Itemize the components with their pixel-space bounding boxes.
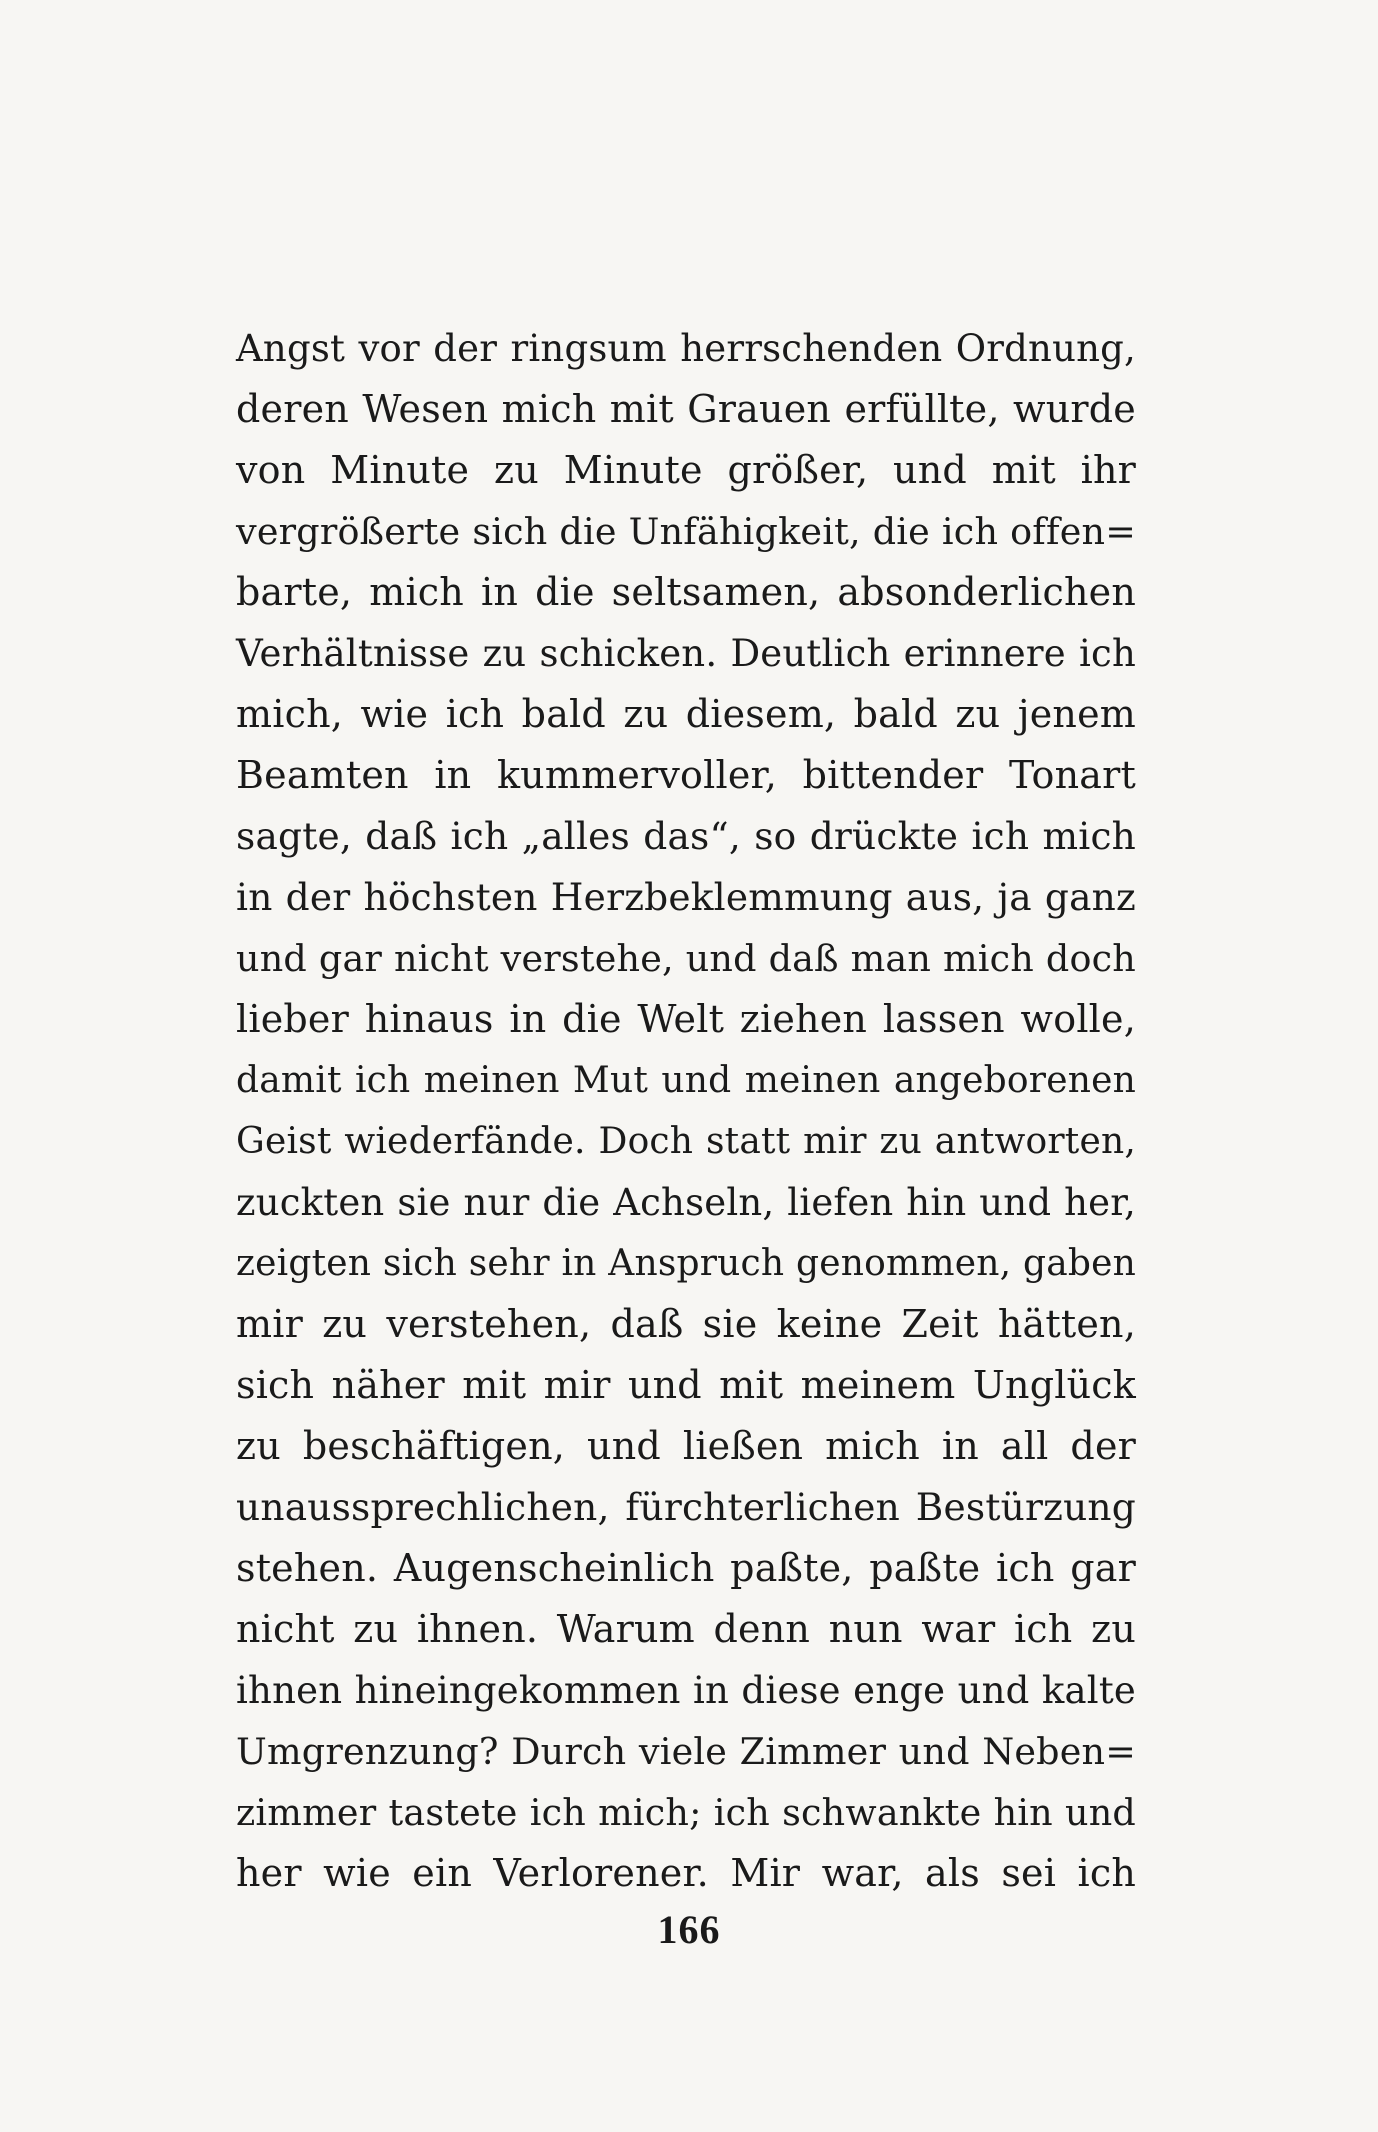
text-line: sich näher mit mir und mit meinem Unglück <box>236 1363 1136 1407</box>
text-line: zimmer tastete ich mich; ich schwankte hin und <box>236 1791 1136 1834</box>
text-line: ihnen hineingekommen in diese enge und kalte <box>236 1669 1136 1712</box>
text-line: unaussprechlichen, fürchterlichen Bestürzung <box>236 1485 1136 1529</box>
text-line: Beamten in kummervoller, bittender Tonart <box>236 753 1136 797</box>
body-text <box>236 318 1136 1904</box>
text-line: damit ich meinen Mut und meinen angeborenen <box>236 1060 1136 1101</box>
text-line: Verhältnisse zu schicken. Deutlich erinnere ich <box>236 632 1136 675</box>
text-line: her wie ein Verlorener. Mir war, als sei ich <box>236 1851 1136 1895</box>
text-line: barte, mich in die seltsamen, absonderlichen <box>236 570 1136 614</box>
text-line: deren Wesen mich mit Grauen erfüllte, wurde <box>236 387 1136 431</box>
text-line: sagte, daß ich „alles das“, so drückte ich mich <box>236 814 1136 858</box>
text-line: zu beschäftigen, und ließen mich in all der <box>236 1424 1136 1468</box>
text-line: von Minute zu Minute größer, und mit ihr <box>236 448 1136 492</box>
page-number: 166 <box>657 1907 721 1952</box>
text-line: zuckten sie nur die Achseln, liefen hin und her, <box>236 1181 1136 1224</box>
text-line: in der höchsten Herzbeklemmung aus, ja ganz <box>236 875 1136 919</box>
text-line: stehen. Augenscheinlich paßte, paßte ich gar <box>236 1546 1136 1590</box>
text-line: zeigten sich sehr in Anspruch genommen, gaben <box>236 1243 1136 1284</box>
text-line: lieber hinaus in die Welt ziehen lassen wolle, <box>236 997 1136 1041</box>
text-line: und gar nicht verstehe, und daß man mich doch <box>236 937 1136 980</box>
text-line: mir zu verstehen, daß sie keine Zeit hätten, <box>236 1302 1136 1346</box>
text-line: mich, wie ich bald zu diesem, bald zu jenem <box>236 692 1136 736</box>
text-line: Angst vor der ringsum herrschenden Ordnung, <box>236 327 1136 370</box>
text-line: Geist wiederfände. Doch statt mir zu antworten, <box>236 1121 1136 1162</box>
text-line: nicht zu ihnen. Warum denn nun war ich zu <box>236 1607 1136 1651</box>
text-line: vergrößerte sich die Unfähigkeit, die ich offen= <box>236 510 1136 553</box>
text-line: Umgrenzung? Durch viele Zimmer und Neben= <box>236 1730 1136 1773</box>
